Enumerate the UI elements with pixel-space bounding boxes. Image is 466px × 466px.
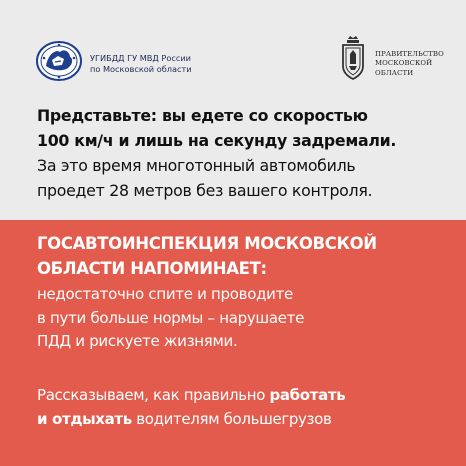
- right-logo-line2: МОСКОВСКОЙ: [375, 59, 433, 68]
- notice-line1: недостаточно спите и проводите: [37, 285, 293, 303]
- intro-line4: проедет 28 метров без вашего контроля.: [37, 181, 373, 200]
- closing-line1-prefix: Рассказываем, как правильно: [37, 386, 270, 404]
- right-logo-text: [375, 50, 444, 78]
- closing-text: [37, 384, 462, 431]
- traffic-police-logo: [36, 36, 256, 86]
- closing-work-emphasis: работать: [269, 386, 346, 404]
- traffic-police-emblem-icon: [36, 40, 82, 82]
- moscow-oblast-government-logo: [340, 36, 450, 86]
- left-logo-text: [90, 53, 192, 75]
- left-logo-line1: УГИБДД ГУ МВД России: [90, 53, 191, 63]
- notice-body: [37, 283, 457, 354]
- closing-line1: [37, 384, 462, 408]
- right-logo-line3: ОБЛАСТИ: [375, 68, 414, 77]
- notice-heading-line2: ОБЛАСТИ НАПОМИНАЕТ:: [37, 259, 267, 278]
- notice-heading-line1: ГОСАВТОИНСПЕКЦИЯ МОСКОВСКОЙ: [37, 234, 377, 253]
- right-logo-line1: ПРАВИТЕЛЬСТВО: [375, 50, 444, 58]
- intro-line3: За это время многотонный автомобиль: [37, 156, 356, 175]
- closing-rest-emphasis: и отдыхать: [37, 409, 132, 428]
- notice-line3: ПДД и рискуете жизнями.: [37, 332, 238, 350]
- intro-text: [37, 103, 457, 203]
- left-logo-line2: по Московской области: [90, 64, 192, 74]
- intro-bold-line1: Представьте: вы едете со скоростью: [37, 106, 368, 125]
- intro-bold-line2: 100 км/ч и лишь на секунду задремали.: [37, 131, 397, 150]
- closing-line2: [37, 408, 462, 432]
- moscow-oblast-coat-of-arms-icon: [340, 36, 366, 80]
- closing-line2-suffix: водителям большегрузов: [131, 409, 332, 428]
- notice-line2: в пути больше нормы – нарушаете: [37, 308, 305, 327]
- notice-heading: [37, 231, 457, 281]
